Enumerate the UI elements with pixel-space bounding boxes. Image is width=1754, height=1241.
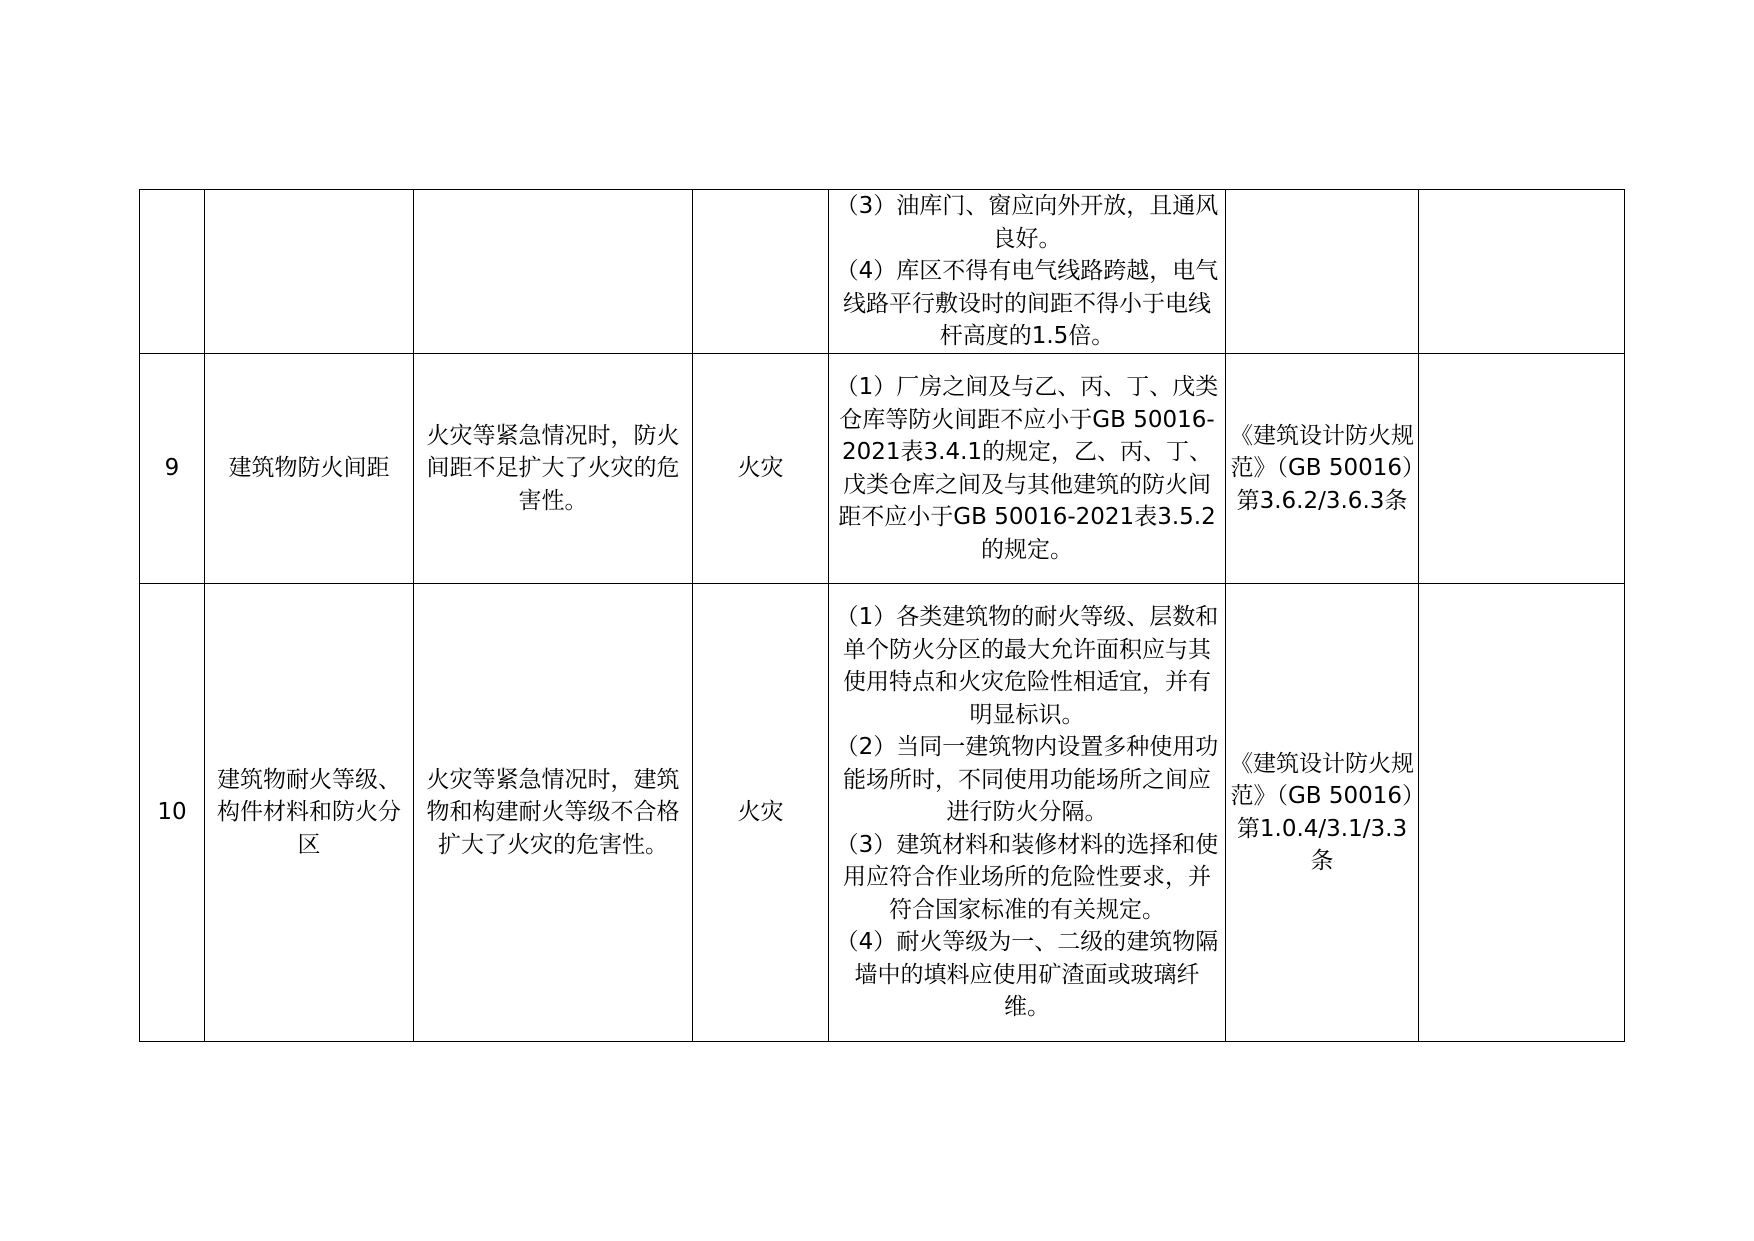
requirement-item: （2）当同一建筑物内设置多种使用功能场所时，不同使用功能场所之间应进行防火分隔。 xyxy=(835,734,1219,826)
requirement-item: （1）各类建筑物的耐火等级、层数和单个防火分区的最大允许面积应与其使用特点和火灾危险性相适宜，并有明显标识。 xyxy=(835,604,1219,728)
basis-cell: 《建筑设计防火规范》（GB 50016）第1.0.4/3.1/3.3条 xyxy=(1226,584,1419,1042)
consequence-cell: 火灾等紧急情况时，建筑物和构建耐火等级不合格扩大了火灾的危害性。 xyxy=(414,584,693,1042)
accident-type-cell: 火灾 xyxy=(693,354,829,584)
check-item-cell xyxy=(205,190,414,354)
consequence-cell xyxy=(414,190,693,354)
inspection-table xyxy=(139,189,1625,1042)
row-number-cell: 10 xyxy=(140,584,205,1042)
remark-cell xyxy=(1419,354,1625,584)
check-item-cell: 建筑物防火间距 xyxy=(205,354,414,584)
requirements-cell xyxy=(829,354,1226,584)
requirement-item: （4）耐火等级为一、二级的建筑物隔墙中的填料应使用矿渣面或玻璃纤维。 xyxy=(835,929,1219,1021)
remark-cell xyxy=(1419,190,1625,354)
check-item-cell: 建筑物耐火等级、构件材料和防火分区 xyxy=(205,584,414,1042)
table-row xyxy=(140,190,1625,354)
row-number-cell: 9 xyxy=(140,354,205,584)
requirement-item: （3）油库门、窗应向外开放，且通风良好。 xyxy=(835,193,1219,252)
remark-cell xyxy=(1419,584,1625,1042)
basis-cell xyxy=(1226,190,1419,354)
accident-type-cell xyxy=(693,190,829,354)
consequence-cell: 火灾等紧急情况时，防火间距不足扩大了火灾的危害性。 xyxy=(414,354,693,584)
requirement-item: （1）厂房之间及与乙、丙、丁、戊类仓库等防火间距不应小于GB 50016-2021表3.4.1的规定，乙、丙、丁、戊类仓库之间及与其他建筑的防火间距不应小于GB 50016-2021表3.5.2的规定。 xyxy=(835,374,1219,563)
basis-cell: 《建筑设计防火规范》（GB 50016）第3.6.2/3.6.3条 xyxy=(1226,354,1419,584)
row-number-cell xyxy=(140,190,205,354)
requirements-cell xyxy=(829,584,1226,1042)
table-row xyxy=(140,584,1625,1042)
requirement-item: （3）建筑材料和装修材料的选择和使用应符合作业场所的危险性要求，并符合国家标准的有关规定。 xyxy=(835,831,1219,923)
accident-type-cell: 火灾 xyxy=(693,584,829,1042)
requirements-cell xyxy=(829,190,1226,354)
requirement-item: （4）库区不得有电气线路跨越，电气线路平行敷设时的间距不得小于电线杆高度的1.5倍。 xyxy=(835,258,1219,350)
table-row xyxy=(140,354,1625,584)
